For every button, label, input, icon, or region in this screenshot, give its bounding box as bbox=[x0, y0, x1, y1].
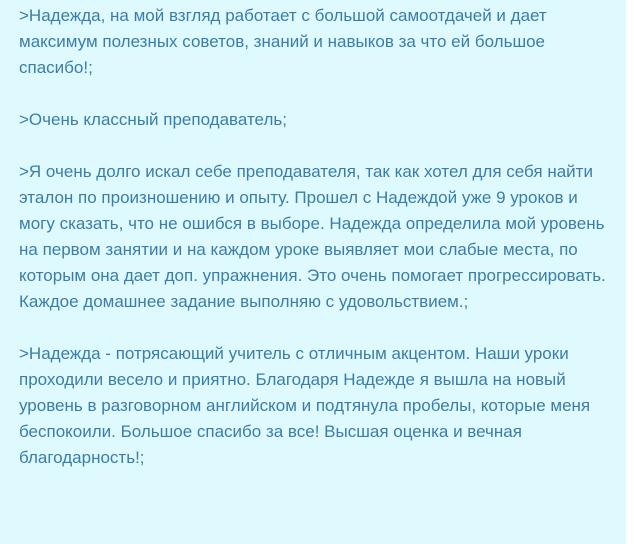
review-text: >Очень классный преподаватель; bbox=[19, 110, 287, 129]
review-text: >Надежда - потрясающий учитель с отличным акцентом. Наши уроки проходили весело и приятно. Благодаря Надежде я вышла на новый уровень в разговорном английском и подтянула пробелы, которые меня беспокоили. Большое спасибо за все! Высшая оценка и вечная благодарность!; bbox=[19, 344, 591, 467]
review-text: >Надежда, на мой взгляд работает с большой самоотдачей и дает максимум полезных советов, знаний и навыков за что ей большое спасибо!; bbox=[19, 6, 547, 77]
review-text: >Я очень долго искал себе преподавателя, так как хотел для себя найти эталон по произношению и опыту. Прошел с Надеждой уже 9 уроков и могу сказать, что не ошибся в выборе. Надежда определила мой уровень на первом занятии и на каждом уроке выявляет мои слабые места, по которым она дает доп. упражнения. Это очень помогает прогрессировать. Каждое домашнее задание выполняю с удовольствием.; bbox=[19, 162, 606, 311]
